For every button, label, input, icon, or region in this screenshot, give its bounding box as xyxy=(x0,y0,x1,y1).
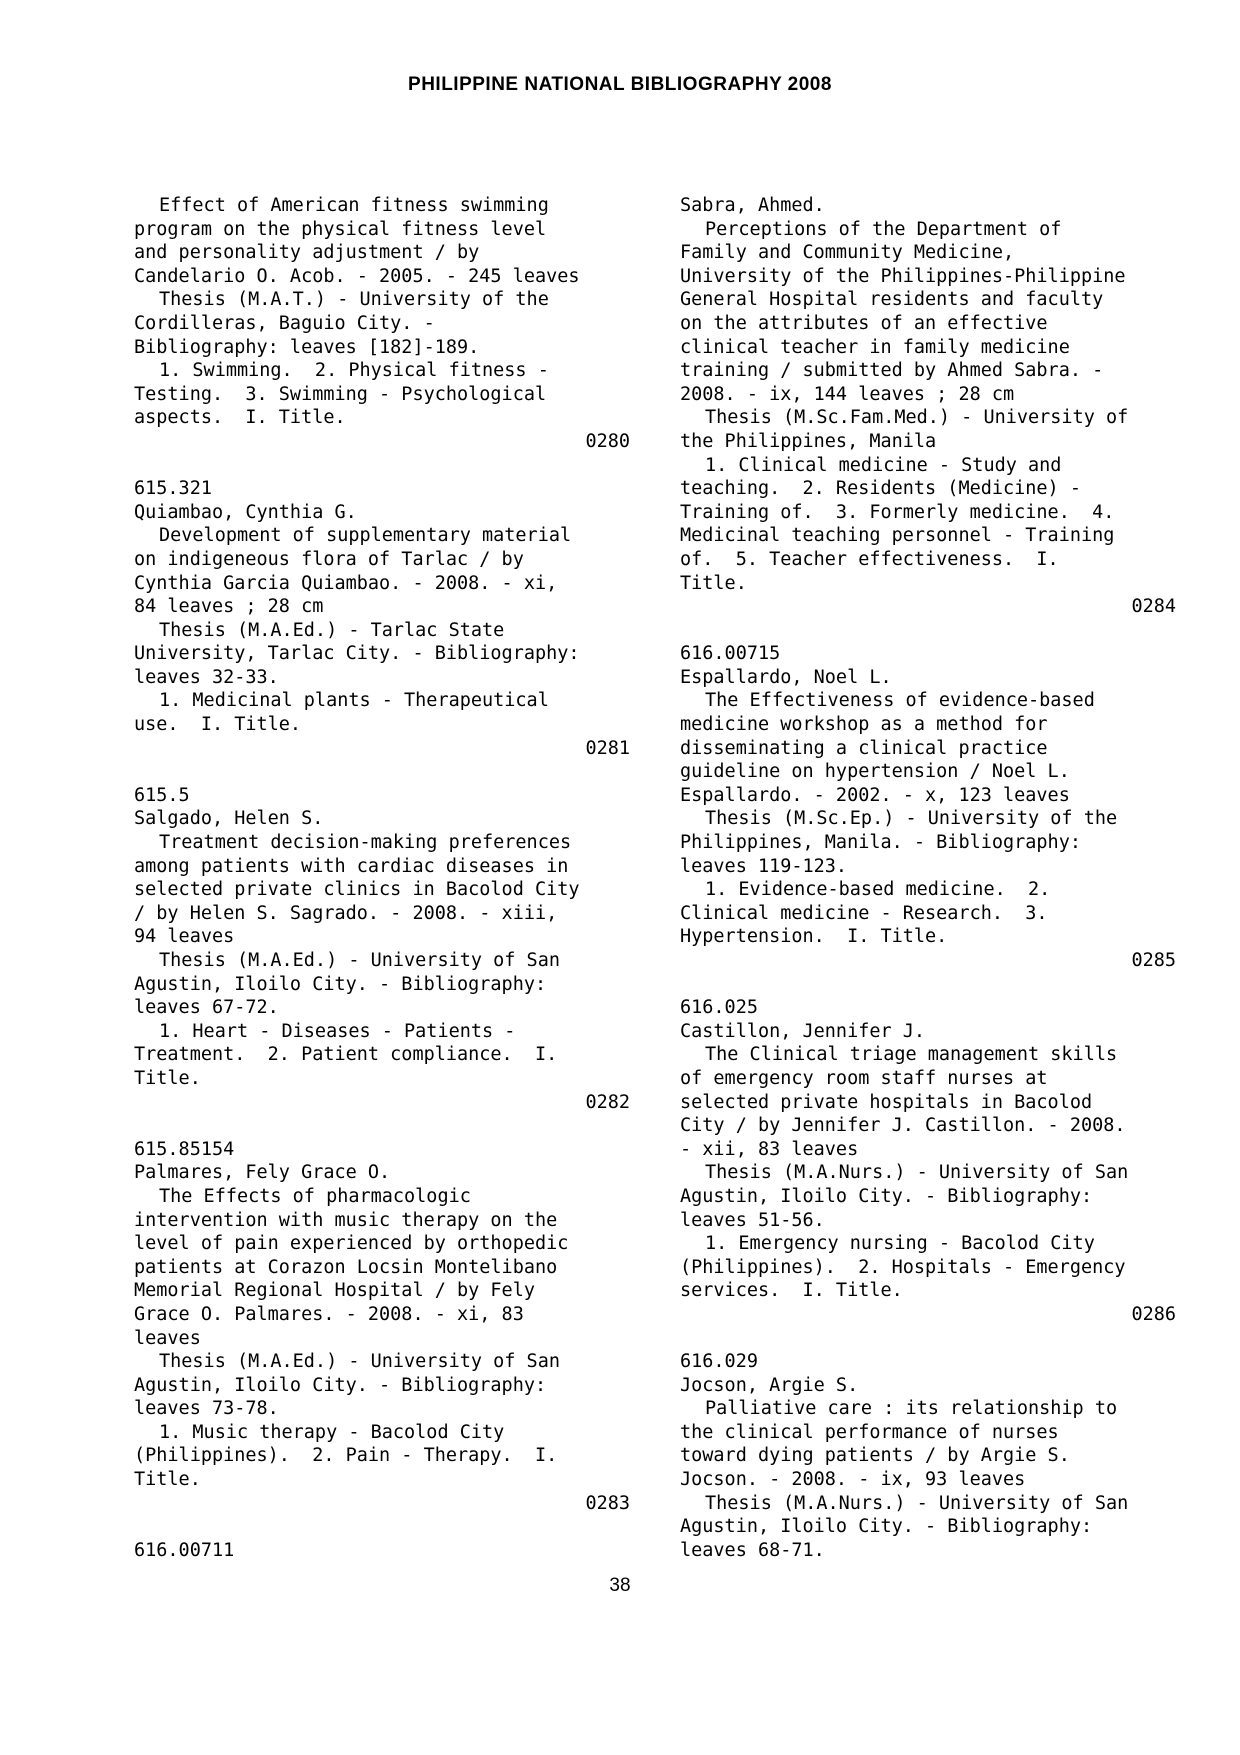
entry-number: 0282 xyxy=(585,1091,630,1113)
entry-line: Development of supplementary material xyxy=(159,525,572,547)
entry-line: Agustin, Iloilo City. - Bibliography: xyxy=(680,1185,1093,1207)
entry-line: Thesis (M.Sc.Ep.) - University of the xyxy=(705,808,1118,830)
entry-line: on indigeneous flora of Tarlac / by xyxy=(134,548,524,570)
entry-line: Jocson. - 2008. - ix, 93 leaves xyxy=(680,1469,1026,1491)
entry-line: Agustin, Iloilo City. - Bibliography: xyxy=(134,973,547,995)
entry-line: Testing. 3. Swimming - Psychological xyxy=(134,383,547,405)
entry-line: disseminating a clinical practice xyxy=(680,737,1048,759)
entry-line: 1. Music therapy - Bacolod City xyxy=(159,1421,505,1443)
right-column xyxy=(680,194,1176,1562)
entry-line: Family and Community Medicine, xyxy=(680,242,1015,264)
entry-line: Thesis (M.A.Nurs.) - University of San xyxy=(705,1162,1129,1184)
entry-line: - xii, 83 leaves xyxy=(680,1138,859,1160)
entry-line: leaves xyxy=(134,1327,201,1349)
entry-line: 1. Swimming. 2. Physical fitness - xyxy=(159,360,549,382)
entry-line: Thesis (M.Sc.Fam.Med.) - University of xyxy=(705,407,1129,429)
entry-line: Thesis (M.A.Nurs.) - University of San xyxy=(705,1492,1129,1514)
entry-line: the Philippines, Manila xyxy=(680,430,937,452)
entry-line: Medicinal teaching personnel - Training xyxy=(680,525,1115,547)
entry-line: medicine workshop as a method for xyxy=(680,714,1048,736)
left-column xyxy=(134,194,630,1562)
entry-line: Training of. 3. Formerly medicine. 4. xyxy=(680,501,1115,523)
page-number: 38 xyxy=(609,1575,631,1596)
entry-line: program on the physical fitness level xyxy=(134,218,547,240)
entry-line: 615.5 xyxy=(134,784,190,806)
entry-line: leaves 32-33. xyxy=(134,666,279,688)
entry-line: General Hospital residents and faculty xyxy=(680,289,1104,311)
bibliography-entry xyxy=(680,194,1176,619)
entry-line: Philippines, Manila. - Bibliography: xyxy=(680,832,1081,854)
entry-line: The Clinical triage management skills xyxy=(705,1044,1118,1066)
entry-line: among patients with cardiac diseases in xyxy=(134,855,569,877)
entry-line: Agustin, Iloilo City. - Bibliography: xyxy=(134,1374,547,1396)
entry-number: 0280 xyxy=(585,430,630,452)
entry-line: of emergency room staff nurses at xyxy=(680,1067,1048,1089)
entry-line: leaves 119-123. xyxy=(680,855,848,877)
bibliography-entry xyxy=(134,194,630,454)
entry-line: Perceptions of the Department of xyxy=(705,218,1062,240)
bibliography-entry xyxy=(134,1539,630,1563)
entry-line: Quiambao, Cynthia G. xyxy=(134,501,357,523)
bibliography-entry xyxy=(680,996,1176,1326)
entry-line: Clinical medicine - Research. 3. xyxy=(680,902,1048,924)
entry-line: Jocson, Argie S. xyxy=(680,1374,859,1396)
entry-line: Castillon, Jennifer J. xyxy=(680,1020,926,1042)
entry-line: Espallardo. - 2002. - x, 123 leaves xyxy=(680,784,1070,806)
entry-line: and personality adjustment / by xyxy=(134,242,480,264)
entry-line: Espallardo, Noel L. xyxy=(680,666,892,688)
bibliography-entry xyxy=(680,1350,1176,1562)
entry-line: the clinical performance of nurses xyxy=(680,1421,1059,1443)
entry-line: Sabra, Ahmed. xyxy=(680,195,825,216)
entry-number: 0281 xyxy=(585,737,630,759)
entry-line: Agustin, Iloilo City. - Bibliography: xyxy=(680,1516,1093,1538)
entry-line: Title. xyxy=(134,1469,201,1491)
entry-number: 0286 xyxy=(1131,1303,1176,1325)
entry-line: leaves 51-56. xyxy=(680,1209,825,1231)
entry-line: level of pain experienced by orthopedic xyxy=(134,1233,569,1255)
entry-line: 616.00711 xyxy=(134,1539,235,1561)
entry-line: use. I. Title. xyxy=(134,714,302,736)
entry-line: clinical teacher in family medicine xyxy=(680,336,1070,358)
entry-line: selected private hospitals in Bacolod xyxy=(680,1091,1093,1113)
entry-line: 1. Medicinal plants - Therapeutical xyxy=(159,690,549,712)
entry-line: leaves 68-71. xyxy=(680,1539,825,1561)
entry-line: Candelario O. Acob. - 2005. - 245 leaves xyxy=(134,265,580,287)
entry-line: The Effects of pharmacologic xyxy=(159,1185,471,1207)
entry-line: The Effectiveness of evidence-based xyxy=(705,690,1095,712)
entry-line: selected private clinics in Bacolod City xyxy=(134,879,580,901)
page-header: PHILIPPINE NATIONAL BIBLIOGRAPHY 2008 xyxy=(408,74,832,95)
entry-line: Thesis (M.A.Ed.) - University of San xyxy=(159,950,560,971)
entry-line: Palliative care : its relationship to xyxy=(705,1398,1118,1420)
entry-line: (Philippines). 2. Hospitals - Emergency xyxy=(680,1256,1126,1278)
entry-line: Cordilleras, Baguio City. - xyxy=(134,312,435,334)
entry-line: Grace O. Palmares. - 2008. - xi, 83 xyxy=(134,1303,524,1325)
entry-line: toward dying patients / by Argie S. xyxy=(680,1445,1070,1467)
entry-line: Bibliography: leaves [182]-189. xyxy=(134,336,480,358)
entry-line: Salgado, Helen S. xyxy=(134,808,324,830)
entry-line: services. I. Title. xyxy=(680,1280,903,1302)
entry-line: 615.85154 xyxy=(134,1138,235,1160)
entry-number: 0284 xyxy=(1131,596,1176,618)
entry-line: aspects. I. Title. xyxy=(134,407,346,429)
entry-line: Thesis (M.A.Ed.) - Tarlac State xyxy=(159,619,505,641)
entry-line: leaves 67-72. xyxy=(134,997,279,1019)
entry-line: 1. Heart - Diseases - Patients - xyxy=(159,1020,516,1042)
entry-line: leaves 73-78. xyxy=(134,1398,279,1420)
entry-line: Effect of American fitness swimming xyxy=(159,195,549,216)
entry-line: Palmares, Fely Grace O. xyxy=(134,1162,391,1184)
entry-line: 84 leaves ; 28 cm xyxy=(134,596,324,618)
entry-line: 615.321 xyxy=(134,478,212,500)
entry-line: / by Helen S. Sagrado. - 2008. - xiii, xyxy=(134,902,558,924)
entry-line: of. 5. Teacher effectiveness. I. xyxy=(680,548,1059,570)
entry-line: 616.00715 xyxy=(680,643,781,665)
entry-line: University, Tarlac City. - Bibliography: xyxy=(134,643,580,665)
entry-line: on the attributes of an effective xyxy=(680,312,1048,334)
entry-line: Title. xyxy=(134,1067,201,1089)
entry-line: Treatment decision-making preferences xyxy=(159,832,572,854)
bibliography-entry xyxy=(134,784,630,1114)
entry-line: Cynthia Garcia Quiambao. - 2008. - xi, xyxy=(134,572,558,594)
entry-line: Title. xyxy=(680,572,747,594)
entry-line: 94 leaves xyxy=(134,926,235,948)
entry-line: intervention with music therapy on the xyxy=(134,1209,558,1231)
entry-line: 1. Emergency nursing - Bacolod City xyxy=(705,1233,1095,1255)
entry-line: teaching. 2. Residents (Medicine) - xyxy=(680,478,1081,500)
entry-line: Memorial Regional Hospital / by Fely xyxy=(134,1280,535,1302)
entry-line: patients at Corazon Locsin Montelibano xyxy=(134,1256,558,1278)
entry-line: guideline on hypertension / Noel L. xyxy=(680,761,1070,783)
entry-line: 2008. - ix, 144 leaves ; 28 cm xyxy=(680,383,1015,405)
entry-line: City / by Jennifer J. Castillon. - 2008. xyxy=(680,1115,1126,1137)
entry-line: Treatment. 2. Patient compliance. I. xyxy=(134,1044,558,1066)
entry-line: Hypertension. I. Title. xyxy=(680,926,948,948)
entry-number: 0283 xyxy=(585,1492,630,1514)
entry-line: 1. Evidence-based medicine. 2. xyxy=(705,879,1051,901)
bibliography-entry xyxy=(680,642,1176,972)
entry-line: 616.029 xyxy=(680,1351,758,1373)
entry-line: 1. Clinical medicine - Study and xyxy=(705,454,1062,476)
entry-line: University of the Philippines-Philippine xyxy=(680,265,1126,287)
entry-line: (Philippines). 2. Pain - Therapy. I. xyxy=(134,1445,558,1467)
entry-line: 616.025 xyxy=(680,997,758,1019)
entry-line: Thesis (M.A.Ed.) - University of San xyxy=(159,1351,560,1373)
bibliography-entry xyxy=(134,1138,630,1516)
bibliography-entry xyxy=(134,477,630,760)
entry-number: 0285 xyxy=(1131,950,1176,971)
entry-line: training / submitted by Ahmed Sabra. - xyxy=(680,360,1104,382)
entry-line: Thesis (M.A.T.) - University of the xyxy=(159,289,549,311)
